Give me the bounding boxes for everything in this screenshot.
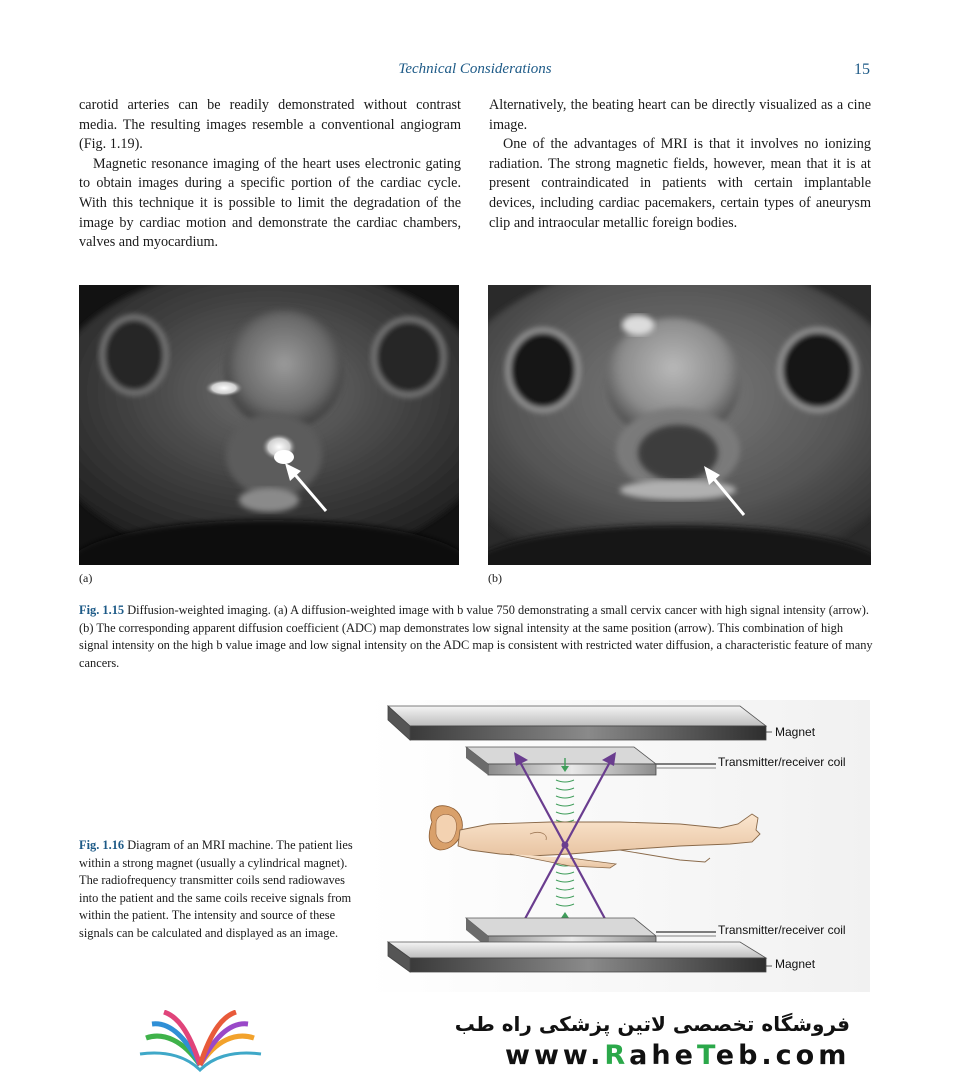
mri-image-adc <box>488 285 871 565</box>
label-magnet-bottom: Magnet <box>775 957 816 971</box>
label-magnet-top: Magnet <box>775 725 816 739</box>
patient-figure <box>429 806 760 868</box>
figure-number: Fig. 1.16 <box>79 838 125 852</box>
paragraph: Alternatively, the beating heart can be directly visualized as a cine image. <box>489 97 871 133</box>
magnet-top <box>388 706 766 740</box>
label-coil-bottom: Transmitter/receiver coil <box>718 923 846 937</box>
footer-shop-name: فروشگاه تخصصی لاتین پزشکی راه طب <box>454 1012 850 1036</box>
figure-caption-1-16 <box>79 837 359 943</box>
paragraph: Magnetic resonance imaging of the heart uses electronic gating to obtain images during a specific portion of the cardiac cycle. With this technique it is possible to limit the degradation of the image by cardiac motion and demonstrate the cardiac chambers, valves and myocardium. <box>79 155 461 251</box>
running-title: Technical Considerations <box>398 61 552 77</box>
panel-label-b: (b) <box>488 571 502 585</box>
figure-caption-1-15 <box>79 602 874 672</box>
magnet-bottom <box>388 942 766 972</box>
coil-top <box>466 747 716 775</box>
url-part: eb.com <box>715 1040 851 1071</box>
figure-number: Fig. 1.15 <box>79 603 125 617</box>
mri-machine-diagram <box>380 700 880 992</box>
url-part: www. <box>505 1040 605 1071</box>
mri-image-dwi <box>79 285 459 565</box>
panel-label-a: (a) <box>79 571 93 585</box>
page-number: 15 <box>854 61 870 78</box>
caption-text: Diffusion-weighted imaging. (a) A diffusion-weighted image with b value 750 demonstrating a small cervix cancer with high signal intensity (arrow). (b) The corresponding apparent diffusion coefficient (ADC) map demonstrates low signal intensity at the same position (arrow). This combination of high signal intensity on the high b value image and low signal intensity on the ADC map is consistent with restricted water diffusion, a characteristic feature of many cancers. <box>79 603 873 670</box>
url-part-accent: T <box>696 1040 716 1071</box>
url-part-accent: R <box>604 1040 630 1071</box>
book-logo-icon <box>138 1010 263 1075</box>
footer-url <box>505 1040 855 1071</box>
label-coil-top: Transmitter/receiver coil <box>718 755 846 769</box>
body-column-right <box>489 96 871 233</box>
paragraph: carotid arteries can be readily demonstrated without contrast media. The resulting images resemble a conventional angiogram (Fig. 1.19). <box>79 97 461 153</box>
url-part: ahe <box>629 1040 697 1071</box>
caption-text: Diagram of an MRI machine. The patient lies within a strong magnet (usually a cylindrical magnet). The radiofrequency transmitter coils send radiowaves into the patient and the same coils receive signals from within the patient. The intensity and source of these signals can be calculated and displayed as an image. <box>79 838 353 940</box>
paragraph: One of the advantages of MRI is that it involves no ionizing radiation. The strong magnetic fields, however, mean that it is at present contraindicated in patients with certain implantable devices, including cardiac pacemakers, certain types of aneurysm clip and intraocular metallic foreign bodies. <box>489 136 871 231</box>
body-column-left <box>79 96 461 253</box>
running-head <box>80 61 870 81</box>
